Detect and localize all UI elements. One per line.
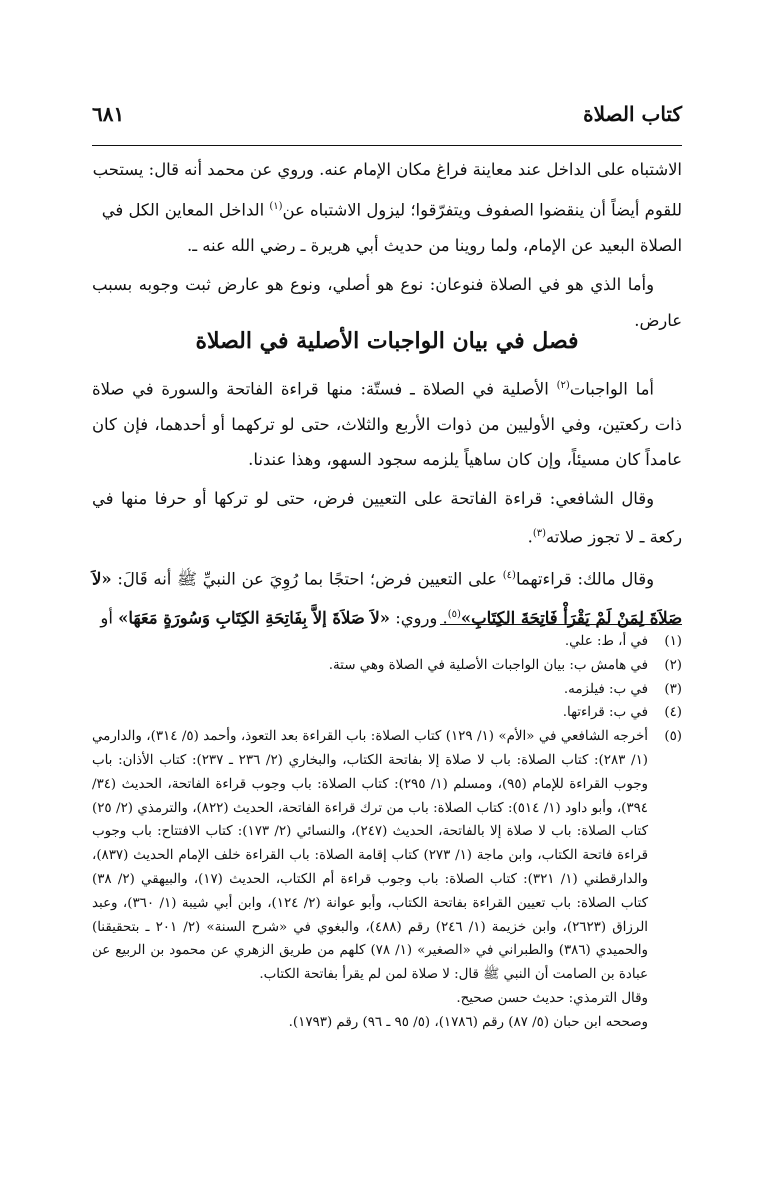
- footnote-reference: (١): [269, 200, 283, 212]
- body-text-span: أو: [100, 608, 119, 628]
- footnote-text: أخرجه الشافعي في «الأم» (١/ ١٢٩) كتاب الصلاة: باب القراءة بعد التعوذ، وأحمد (٥/ ٣١٤)، والدارمي (١/ ٢٨٣): كتاب الصلاة: باب لا صلاة إلا بفاتحة الكتاب، والبخاري (٢/ ٢٣٦ ـ ٢٣٧): كتاب الأذان: باب وجوب القراءة للإمام (٩٥)، ومسلم (١/ ٢٩٥): كتاب الصلاة: باب وجوب قراءة الفاتحة، الحديث (٣٤/ ٣٩٤)، وأبو داود (١/ ٥١٤): كتاب الصلاة: باب من ترك قراءة الفاتحة، الحديث (٨٢٢)، والترمذي (٢/ ٢٥) كتاب الصلاة: باب لا صلاة إلا بالفاتحة، الحديث (٢٤٧)، والنسائي (٢/ ١٧٣): كتاب الافتتاح: باب وجوب قراءة فاتحة الكتاب، وابن ماجة (١/ ٢٧٣) كتاب إقامة الصلاة: باب القراءة خلف الإمام الحديث (٨٣٧)، والدارقطني (١/ ٣٢١): كتاب الصلاة: باب وجوب قراءة أم الكتاب، الحديث (١٧)، والبيهقي (٢/ ٣٨) كتاب الصلاة: باب تعيين القراءة بفاتحة الكتاب، وأبو عوانة (٢/ ١٢٤)، وابن أبي شيبة (١/ ٣٦٠)، وعبد الرزاق (٢٦٢٣)، وابن خزيمة (١/ ٢٤٦) رقم (٤٨٨)، والبغوي في «شرح السنة» (٢/ ٢٠١ ـ بتحقيقنا) والحميدي (٣٨٦) والطبراني في «الصغير» (١/ ٧٨) كلهم من طريق الزهري عن محمود بن الربيع عن عبادة بن الصامت أن النبي ﷺ قال: لا صلاة لمن لم يقرأ بفاتحة الكتاب.: [92, 729, 648, 983]
- section-title: فصل في بيان الواجبات الأصلية في الصلاة: [195, 328, 579, 354]
- footnote-reference: (٥): [447, 609, 461, 621]
- footnote-reference: (٢): [556, 380, 570, 391]
- hadith-quote: «لاَ صَلاَةَ لِمَنْ لَمْ يَقْرَأْ فَاتِحَةَ الكِتَابِ»: [92, 569, 682, 628]
- footnote-item: [92, 630, 682, 654]
- footnote-reference: (٣): [532, 528, 547, 540]
- body-line: الاشتباه على الداخل عند معاينة فراغ مكان الإمام عنه. وروي عن محمد أنه قال: يستحب: [92, 160, 682, 179]
- body-text: [92, 152, 682, 340]
- body-text-span: . وروي:: [389, 608, 448, 628]
- page-number: ٦٨١: [92, 102, 125, 126]
- footnote-number: (٤): [664, 705, 682, 721]
- footnote-number: (٥): [664, 729, 682, 745]
- footnote-continuation: وصححه ابن حبان (٥/ ٨٧) رقم (١٧٨٦)، (٥/ ٩٥ ـ ٩٦) رقم (١٧٩٣).: [288, 1014, 648, 1030]
- footnote-number: (٢): [664, 657, 682, 673]
- footnote-continuation: وقال الترمذي: حديث حسن صحيح.: [456, 990, 648, 1006]
- footnote-item: [92, 701, 682, 725]
- footnote-text: في ب: فيلزمه.: [563, 681, 648, 697]
- body-text-span: .: [527, 527, 533, 547]
- header-rule: [92, 145, 682, 146]
- footnote-rule: [440, 624, 682, 625]
- page-header: [92, 96, 682, 136]
- body-line: الصلاة البعيد عن الإمام، ولما روينا من حديث أبي هريرة ـ رضي الله عنه ـ.: [187, 236, 682, 256]
- footnote-number: (٣): [664, 681, 682, 697]
- footnote-reference: (٤): [502, 570, 516, 582]
- body-text-span: للقوم أيضاً أن ينقضوا الصفوف ويتفرّقوا؛ ليزول الاشتباه عن: [282, 199, 682, 219]
- section-paragraph: [92, 481, 682, 555]
- body-text-span: على التعيين فرض؛ احتجًا بما رُوِيَ عن النبيِّ ﷺ أنه قَالَ:: [111, 569, 503, 589]
- section-text: [92, 368, 682, 639]
- body-text-span: أما الواجبات: [569, 379, 654, 399]
- body-text-span: الأصلية في الصلاة ـ فستّة: منها قراءة الفاتحة والسورة في صلاة ذات ركعتين، وفي الأوليين من ذوات الأربع والثلاث، حتى لو تركهما أو أحدهما، فإن كان عامداً كان مسيئاً، وإن كان ساهياً يلزمه سجود السهو، وهذا عندنا.: [92, 379, 682, 470]
- footnote-item: [92, 725, 682, 987]
- body-paragraph: وأما الذي هو في الصلاة فنوعان: نوع هو أصلي، ونوع هو عارض ثبت وجوبه بسبب عارض.: [92, 274, 682, 331]
- section-paragraph: [92, 368, 682, 478]
- footnote-text: في هامش ب: بيان الواجبات الأصلية في الصلاة وهي ستة.: [328, 657, 648, 673]
- hadith-quote: «لاَ صَلاَةَ إلاَّ بِفَاتِحَةِ الكِتَابِ وَسُورَةٍ مَعَهَا»: [118, 608, 390, 628]
- footnotes: [92, 630, 682, 1035]
- footnote-number: (١): [664, 634, 682, 649]
- footnote-item: [92, 654, 682, 678]
- body-line: [92, 189, 682, 229]
- body-text-span: وقال مالك: قراءتهما: [515, 569, 654, 589]
- footnote-text: في أ، ط: علي.: [564, 634, 648, 649]
- body-text-span: الداخل المعاين الكل في: [101, 199, 270, 219]
- footnote-text: في ب: قراءتها.: [562, 705, 648, 721]
- body-text-span: وقال الشافعي: قراءة الفاتحة على التعيين فرض، حتى لو تركها أو حرفا منها في ركعة ـ لا تجوز صلاته: [92, 488, 682, 547]
- footnote-item: [92, 678, 682, 702]
- book-title: كتاب الصلاة: [583, 102, 682, 126]
